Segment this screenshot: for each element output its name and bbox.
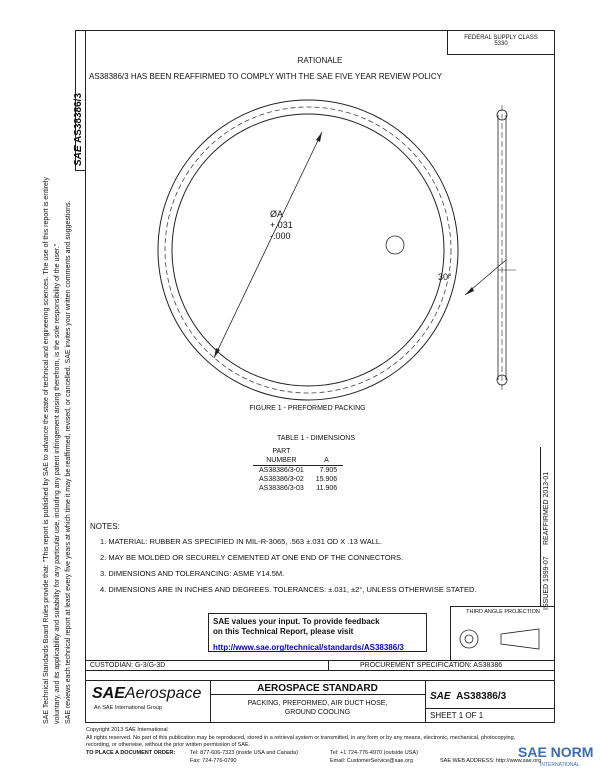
table-title: TABLE 1 - DIMENSIONS (276, 435, 356, 442)
diameter-line (214, 132, 322, 358)
sae-norm-watermark: SAE NORM (518, 744, 594, 760)
feedback-link[interactable]: http://www.sae.org/technical/standards/AS38386/3 (213, 643, 404, 652)
federal-supply-class (447, 30, 555, 55)
table-header-part-2: NUMBER (266, 457, 297, 464)
issued-date: ISSUED 1999-07 (543, 556, 550, 610)
sae-vertical-logo: SAE (73, 145, 84, 166)
title-block-doc-number: SAE AS38386/3 (430, 691, 507, 702)
rationale-heading: RATIONALE (297, 56, 343, 65)
procurement-spec: PROCUREMENT SPECIFICATION: AS38386 (360, 662, 503, 669)
feedback-line-2: on this Technical Report, please visit (213, 627, 354, 636)
sae-aerospace-logo: SAEAerospace (92, 685, 202, 702)
sheet-number: SHEET 1 OF 1 (430, 711, 484, 720)
ring-inner (172, 114, 444, 386)
table-header-part-1: PART (272, 448, 291, 455)
logo-subtitle: An SAE International Group (94, 705, 162, 711)
projection-symbol-icon (451, 615, 555, 655)
side-text-3: SAE reviews each technical report at least every five years at which time it may be reaffirmed, revised, or cancelled. SAE invites your written comments and suggestions. (65, 200, 72, 724)
dim-label-a: ØA (270, 209, 284, 219)
projection-box (450, 606, 555, 660)
notes-heading: NOTES: (90, 522, 120, 531)
notes-section (90, 522, 476, 601)
order-phone: Tel: 877-606-7323 (inside USA and Canada) Fax: 724-776-0790 (190, 750, 298, 764)
note-item: 4. DIMENSIONS ARE IN INCHES AND DEGREES. TOLERANCES: ±.031, ±2°, UNLESS OTHERWISE STATED. (100, 585, 477, 594)
feedback-line-1: SAE values your input. To provide feedback (213, 617, 380, 626)
note-item: 3. DIMENSIONS AND TOLERANCING: ASME Y14.5M. (100, 569, 285, 578)
angle-label: 30° (438, 272, 452, 282)
part-description (210, 699, 425, 717)
reaffirmed-date: REAFFIRMED 2013-01 (543, 471, 550, 545)
preformed-packing-drawing (120, 95, 520, 405)
footer-copyright: Copyright 2013 SAE International (86, 727, 168, 733)
footer-rights-2: recording, or otherwise, without the prior written permission of SAE. (86, 742, 251, 748)
dim-tolerance-plus: +.031 (270, 220, 293, 230)
side-text-2: voluntary, and its applicability and suitability for any particular use, including any patent infringement arising therefrom, is the sole responsibility of the user." (54, 243, 61, 724)
seam-mark (386, 236, 404, 254)
federal-class-value: 5330 (494, 41, 508, 47)
feedback-box (208, 613, 427, 652)
table-row: AS38386/3-01 7.905 (259, 467, 338, 474)
rationale-text: AS38386/3 HAS BEEN REAFFIRMED TO COMPLY WITH THE SAE FIVE YEAR REVIEW POLICY (89, 72, 442, 81)
doc-number-vertical-text: AS38386/3 (73, 92, 84, 144)
dimensions-table (253, 447, 343, 493)
order-contact: Tel: +1 724-776-4970 (outside USA) Email: CustomerService@sae.org (330, 750, 418, 764)
footer (86, 727, 515, 750)
table-header-a: A (324, 457, 329, 464)
description-line-1: PACKING, PREFORMED, AIR DUCT HOSE, (247, 700, 388, 707)
custodian: CUSTODIAN: G-3/G-3D (90, 662, 166, 669)
figure-caption: FIGURE 1 - PREFORMED PACKING (249, 405, 366, 412)
footer-rights: All rights reserved. No part of this publication may be reproduced, stored in a retrieval system or transmitted, in any form or by any means, electronic, mechanical, photocopying, (86, 734, 516, 741)
note-item: 1. MATERIAL: RUBBER AS SPECIFIED IN MIL-R-3065, .563 ±.031 OD X .13 WALL. (100, 537, 383, 546)
description-line-2: GROUND COOLING (284, 709, 351, 716)
table-row: AS38386/3-02 15.906 (259, 476, 338, 483)
federal-class-label: FEDERAL SUPPLY CLASS (464, 35, 538, 41)
ring-outer (158, 100, 458, 400)
side-text-1: SAE Technical Standards Board Rules provide that: "This report is published by SAE to advance the state of technical and engineering sciences. The use of this report is entirely (43, 177, 50, 724)
ring-center-line (165, 107, 451, 393)
projection-label: THIRD ANGLE PROJECTION (466, 609, 540, 615)
aerospace-standard-title: AEROSPACE STANDARD (257, 683, 378, 694)
diameter-callout (270, 209, 293, 242)
web-address[interactable]: SAE WEB ADDRESS: http://www.sae.org (440, 758, 542, 764)
doc-number-vertical (73, 93, 84, 166)
note-item: 2. MAY BE MOLDED OR SECURELY CEMENTED AT ONE END OF THE CONNECTORS. (100, 553, 404, 562)
order-label: TO PLACE A DOCUMENT ORDER: (86, 750, 176, 756)
table-row: AS38386/3-03 11.906 (259, 485, 338, 492)
dim-tolerance-minus: -.000 (270, 231, 291, 241)
watermark-subtitle: INTERNATIONAL (540, 762, 580, 768)
